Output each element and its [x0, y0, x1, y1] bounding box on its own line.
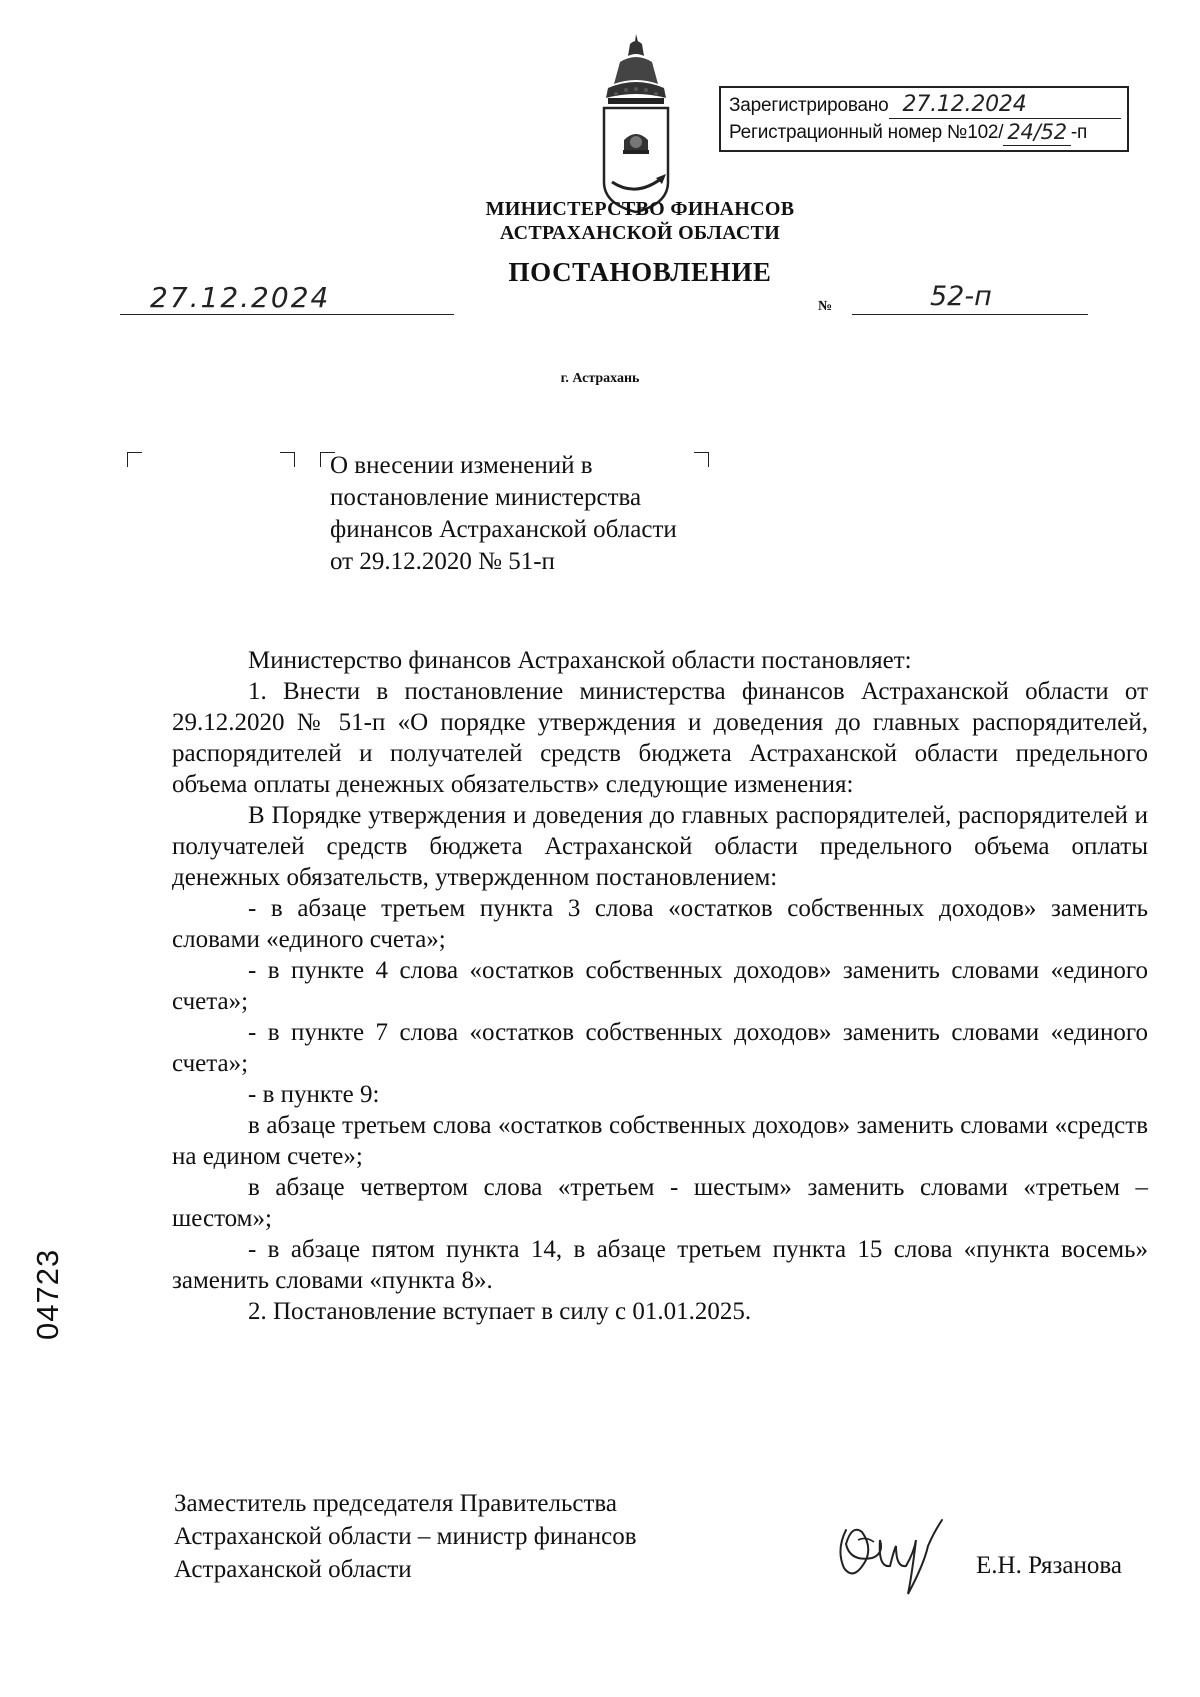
document-number: 52-п [930, 281, 992, 312]
body-paragraph: - в абзаце третьем пункта 3 слова «остатков собственных доходов» заменить словами «единого счета»; [172, 895, 1148, 953]
signatory-title-line: Заместитель председателя Правительства [174, 1490, 617, 1517]
document-date-field [120, 280, 454, 315]
body-paragraph: - в пункте 7 слова «остатков собственных доходов» заменить словами «единого счета»; [172, 1019, 1148, 1077]
signatory-name: Е.Н. Рязанова [976, 1552, 1122, 1579]
registered-date: 27.12.2024 [889, 92, 1121, 119]
corner-mark [694, 452, 709, 467]
subject-line: от 29.12.2020 № 51-п [330, 548, 555, 575]
handwritten-signature [832, 1510, 960, 1598]
signatory-title [174, 1487, 637, 1586]
registered-label: Зарегистрировано [729, 95, 889, 116]
coat-of-arms-emblem [600, 32, 672, 214]
reg-number-label: Регистрационный номер №102/ [729, 122, 1004, 143]
body-paragraph: 2. Постановление вступает в силу с 01.01.2025. [248, 1298, 752, 1325]
body-paragraph: В Порядке утверждения и доведения до главных распорядителей, распорядителей и получателей средств бюджета Астраханской области предельного объема оплаты денежных обязательств, утвержденном постановлением: [172, 802, 1148, 891]
body-paragraph: в абзаце третьем слова «остатков собственных доходов» заменить словами «средств на едином счете»; [172, 1112, 1148, 1170]
body-paragraph: - в пункте 9: [248, 1081, 380, 1108]
signatory-title-line: Астраханской области [174, 1556, 412, 1583]
document-date: 27.12.2024 [150, 281, 331, 314]
subject-line: финансов Астраханской области [330, 516, 677, 543]
margin-number: 04723 [30, 1248, 65, 1340]
ministry-name-line2: АСТРАХАНСКОЙ ОБЛАСТИ [499, 222, 781, 244]
document-type: ПОСТАНОВЛЕНИЕ [508, 257, 772, 287]
registration-date-line [729, 92, 1121, 119]
subject-line: постановление министерства [330, 484, 642, 511]
signatory-title-line: Астраханской области – министр финансов [174, 1523, 637, 1550]
reg-number-value: 24/52 [1003, 119, 1071, 146]
document-number-field [852, 280, 1088, 315]
number-sign: № [818, 299, 833, 314]
subject-line: О внесении изменений в [330, 452, 593, 479]
document-subject [330, 450, 677, 578]
document-body [172, 645, 1148, 1327]
corner-mark [280, 452, 295, 467]
registration-number-line [729, 119, 1121, 146]
registration-stamp [719, 86, 1129, 152]
body-paragraph: Министерство финансов Астраханской области постановляет: [248, 647, 912, 674]
reg-number-suffix: -п [1070, 122, 1088, 143]
body-paragraph: в абзаце четвертом слова «третьем - шестым» заменить словами «третьем – шестом»; [172, 1174, 1148, 1232]
body-paragraph: 1. Внести в постановление министерства финансов Астраханской области от 29.12.2020 № 51-п «О порядке утверждения и доведения до главных распорядителей, распорядителей и получателей средств бюджета Астраханской области предельного объема оплаты денежных обязательств» следующие изменения: [172, 678, 1148, 798]
city-label: г. Астрахань [560, 371, 640, 386]
corner-mark [127, 452, 142, 467]
body-paragraph: - в абзаце пятом пункта 14, в абзаце третьем пункта 15 слова «пункта восемь» заменить словами «пункта 8». [172, 1236, 1148, 1294]
ministry-name-line1: МИНИСТЕРСТВО ФИНАНСОВ [485, 198, 795, 220]
body-paragraph: - в пункте 4 слова «остатков собственных доходов» заменить словами «единого счета»; [172, 957, 1148, 1015]
